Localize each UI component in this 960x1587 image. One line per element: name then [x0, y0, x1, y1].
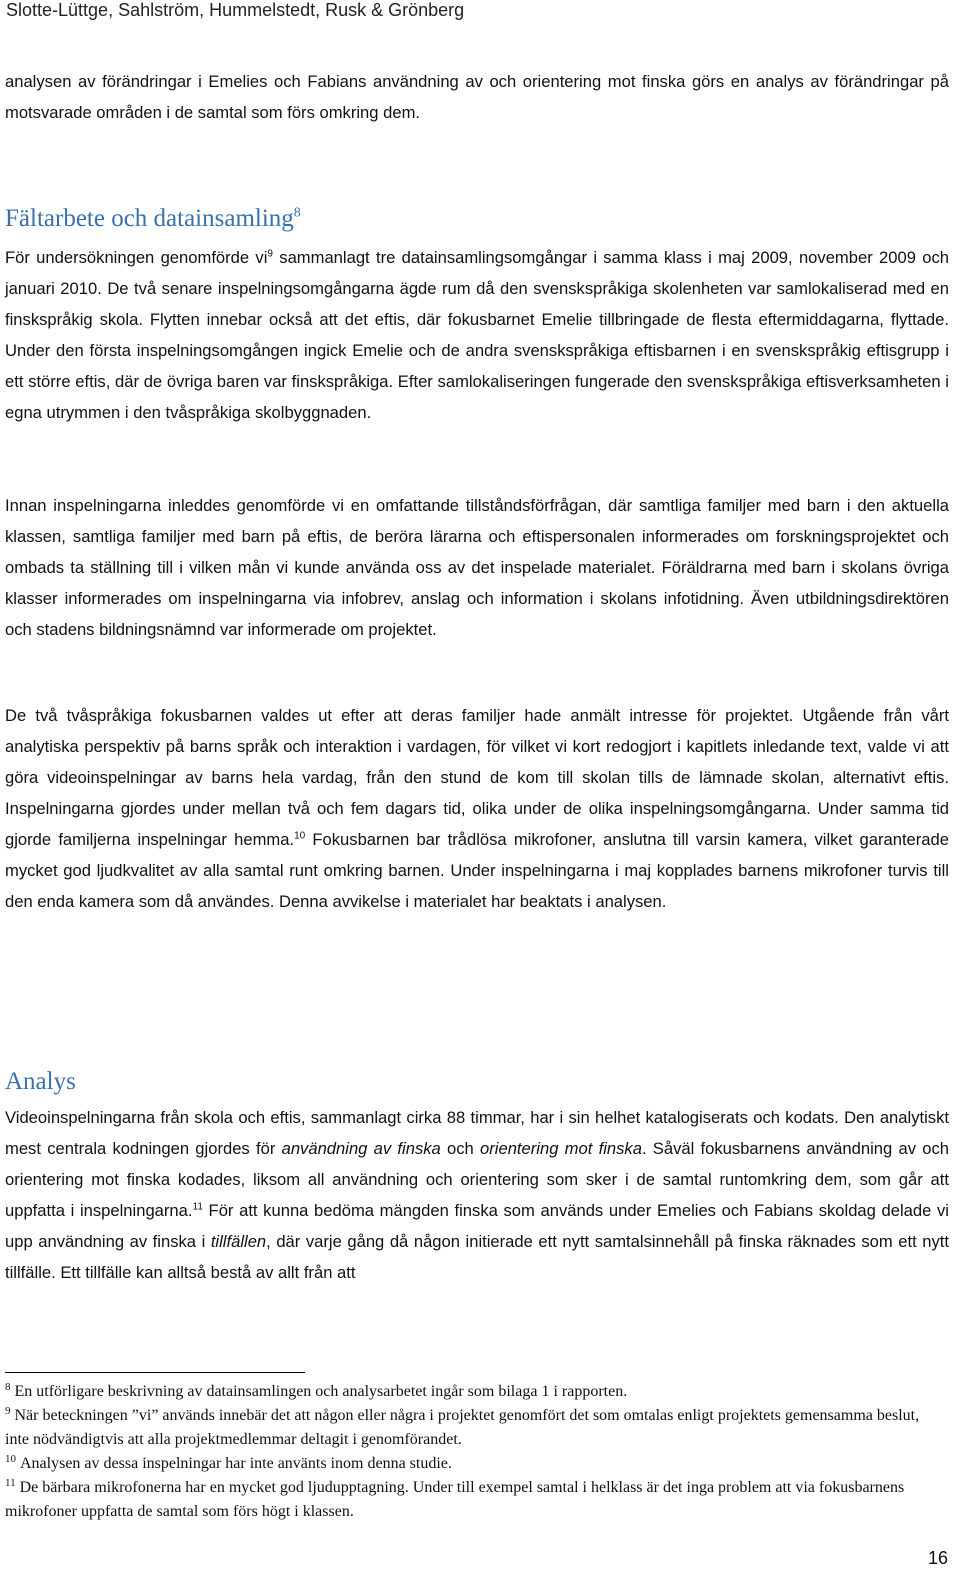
footnote-text: Analysen av dessa inspelningar har inte använts inom denna studie.: [20, 1455, 452, 1472]
footnote-8: [5, 1380, 935, 1404]
footnote-text: En utförligare beskrivning av datainsamlingen och analysarbetet ingår som bilaga 1 i rapporten.: [14, 1383, 628, 1400]
footnote-number: 10: [5, 1452, 16, 1465]
emphasis: tillfällen: [210, 1232, 267, 1251]
text-run: De två tvåspråkiga fokusbarnen valdes ut efter att deras familjer hade anmält intresse för projektet. Utgående från vårt analytiska perspektiv på barns språk och interaktion i vardagen, för vilket vi kort redogjort i kapitlets inledande text, valde vi att göra videoinspelningar av barns hela vardag, från den stund de kom till skolan tills de lämnade skolan, alternativt eftis. Inspelningarna gjordes under mellan två och fem dagars tid, olika under de olika inspelningsomgångarna. Under samma tid gjorde familjerna inspelningar hemma.: [5, 706, 949, 849]
emphasis: användning av finska: [281, 1139, 441, 1158]
text-run: För undersökningen genomförde vi: [5, 248, 268, 267]
section1-paragraph-1: [5, 242, 949, 428]
footnote-number: 8: [5, 1380, 11, 1393]
footnote-ref: 10: [294, 830, 306, 842]
text-run: För att kunna bedöma mängden finska som används under Emelies och Fabians skoldag delade vi upp användning av finska i: [5, 1201, 949, 1251]
footnote-ref: 11: [192, 1201, 203, 1213]
section2-paragraph-1: [5, 1102, 949, 1288]
footnote-10: [5, 1452, 935, 1476]
footnote-number: 9: [5, 1404, 11, 1417]
running-head: Slotte-Lüttge, Sahlström, Hummelstedt, Rusk & Grönberg: [6, 0, 465, 20]
footnote-ref: 8: [293, 205, 301, 221]
footnote-number: 11: [5, 1476, 16, 1489]
section-heading-text: Fältarbete och datainsamling: [5, 205, 294, 232]
intro-text: analysen av förändringar i Emelies och Fabians användning av och orientering mot finska görs en analys av förändringar på motsvarade områden i de samtal som förs omkring dem.: [5, 72, 949, 122]
section-heading-analys: Analys: [5, 1068, 76, 1095]
paragraph-text: [5, 1102, 949, 1288]
footnote-ref: 9: [267, 248, 273, 260]
paragraph-text: [5, 700, 949, 917]
page-number: 16: [927, 1548, 948, 1568]
footnote-text: När beteckningen ”vi” används innebär det att någon eller några i projektet genomfört det som omtalas enligt projektets gemensamma beslut, inte nödvändigtvis att alla projektmedlemmar deltagit i genomförandet.: [5, 1407, 920, 1448]
footnote-text: De bärbara mikrofonerna har en mycket god ljudupptagning. Under till exempel samtal i helklass är det inga problem att via fokusbarnens mikrofoner uppfatta de samtal som förs högt i klassen.: [5, 1479, 905, 1520]
text-run: sammanlagt tre datainsamlingsomgångar i samma klass i maj 2009, november 2009 och januari 2010. De två senare inspelningsomgångarna ägde rum då den svenskspråkiga skolenheten var samlokaliserad med en finskspråkig skola. Flytten innebar också att det eftis, där fokusbarnet Emelie tillbringade de flesta eftermiddagarna, flyttade. Under den första inspelningsomgången ingick Emelie och de andra svenskspråkiga eftisbarnen i en svenskspråkig eftisgrupp i ett större eftis, där de övriga baren var finskspråkiga. Efter samlokaliseringen fungerade den svenskspråkiga eftisverksamheten i egna utrymmen i den tvåspråkiga skolbyggnaden.: [5, 248, 949, 422]
paragraph-text: [5, 242, 949, 428]
text-run: Fokusbarnen bar trådlösa mikrofoner, anslutna till varsin kamera, vilket garanterade mycket god ljudkvalitet av alla samtal runt omkring barnen. Under inspelningarna i maj kopplades barnens mikrofoner turvis till den enda kamera som då användes. Denna avvikelse i materialet har beaktats i analysen.: [5, 830, 949, 911]
footnote-11: [5, 1476, 935, 1524]
footnote-9: [5, 1404, 935, 1452]
footnotes: [5, 1380, 935, 1524]
intro-paragraph: [5, 66, 949, 128]
section1-paragraph-2: [5, 490, 949, 645]
section1-paragraph-3: [5, 700, 949, 917]
footnote-divider: [5, 1372, 305, 1373]
text-run: och: [440, 1139, 481, 1158]
text-run: , där varje gång då någon initierade ett nytt samtalsinnehåll på finska räknades som ett nytt tillfälle. Ett tillfälle kan alltså bestå av allt från att: [5, 1232, 949, 1282]
text-run: . Såväl fokusbarnens användning av och orientering mot finska kodades, liksom all användning och orientering som sker i de samtal runtomkring dem, som går att uppfatta i inspelningarna.: [5, 1139, 949, 1220]
paragraph-text: Innan inspelningarna inleddes genomförde vi en omfattande tillståndsförfrågan, där samtliga familjer med barn i den aktuella klassen, samtliga familjer med barn på eftis, de beröra lärarna och eftispersonalen informerades om forskningsprojektet och ombads ta ställning till i vilken mån vi kunde använda oss av det inspelade materialet. Föräldrarna med barn i skolans övriga klasser informerades om inspelningarna via infobrev, anslag och information i skolans infotidning. Även utbildningsdirektören och stadens bildningsnämnd var informerade om projektet.: [5, 496, 949, 639]
emphasis: orientering mot finska: [480, 1139, 642, 1158]
section-heading-faltarbete: [5, 204, 301, 234]
text-run: Videoinspelningarna från skola och eftis, sammanlagt cirka 88 timmar, har i sin helhet katalogiserats och kodats. Den analytiskt mest centrala kodningen gjordes för: [5, 1108, 949, 1158]
